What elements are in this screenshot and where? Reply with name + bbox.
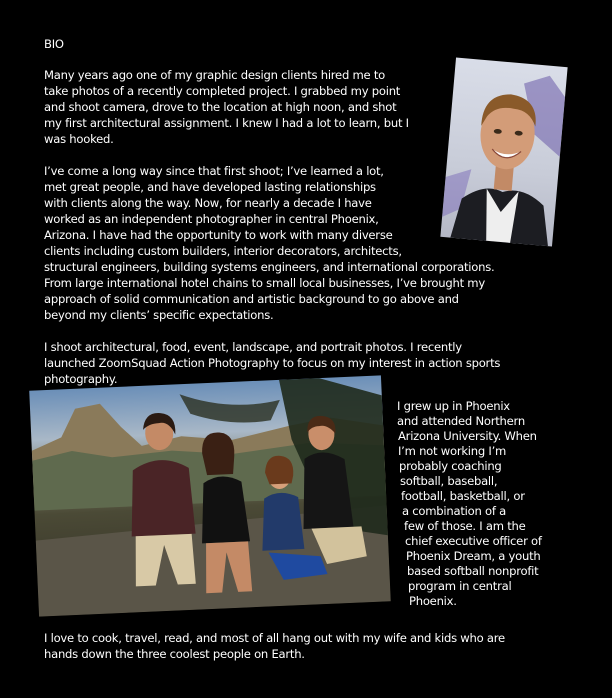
para4-line: Phoenix. <box>409 594 457 608</box>
para3-line: photography. <box>44 372 118 386</box>
para4-line: program in central <box>408 579 512 593</box>
para1-line: take photos of a recently completed project. I grabbed my point <box>44 84 401 98</box>
para4-line: based softball nonprofit <box>407 564 539 578</box>
para2-line: with clients along the way. Now, for nearly a decade I have <box>44 196 372 210</box>
para4-line: a combination of a <box>402 504 506 518</box>
para4-line: Phoenix Dream, a youth <box>406 549 541 563</box>
para4-line: football, basketball, or <box>401 489 525 503</box>
family-photo <box>29 375 391 616</box>
para5-line: I love to cook, travel, read, and most of all hang out with my wife and kids who are <box>44 631 505 645</box>
para4-line: softball, baseball, <box>400 474 498 488</box>
para2-line: From large international hotel chains to small local businesses, I’ve brought my <box>44 276 485 290</box>
para4-line: few of those. I am the <box>404 519 526 533</box>
para1-line: and shoot camera, drove to the location at high noon, and shot <box>44 100 397 114</box>
para4-line: I grew up in Phoenix <box>397 399 510 413</box>
para2-line: met great people, and have developed lasting relationships <box>44 180 376 194</box>
para1-line: was hooked. <box>44 132 114 146</box>
para1-line: Many years ago one of my graphic design clients hired me to <box>44 68 385 82</box>
para4-line: chief executive officer of <box>405 534 542 548</box>
para2-line: approach of solid communication and artistic background to go above and <box>44 292 459 306</box>
para3-line: I shoot architectural, food, event, landscape, and portrait photos. I recently <box>44 340 462 354</box>
para4-line: I’m not working I’m <box>398 444 507 458</box>
family-illustration <box>29 375 391 616</box>
portrait-photo <box>440 57 567 246</box>
para2-line: Arizona. I have had the opportunity to work with many diverse <box>44 228 393 242</box>
para4-line: Arizona University. When <box>398 429 537 443</box>
para2-line: structural engineers, building systems engineers, and international corporations. <box>44 260 495 274</box>
portrait-illustration <box>440 57 567 246</box>
para1-line: my first architectural assignment. I knew I had a lot to learn, but I <box>44 116 409 130</box>
para2-line: worked as an independent photographer in central Phoenix, <box>44 212 379 226</box>
bio-heading: BIO <box>44 37 64 51</box>
para2-line: I’ve come a long way since that first shoot; I’ve learned a lot, <box>44 164 384 178</box>
para5-line: hands down the three coolest people on Earth. <box>44 647 305 661</box>
para4-line: and attended Northern <box>397 414 525 428</box>
para2-line: beyond my clients’ specific expectations. <box>44 308 274 322</box>
para3-line: launched ZoomSquad Action Photography to focus on my interest in action sports <box>44 356 501 370</box>
para2-line: clients including custom builders, interior decorators, architects, <box>44 244 402 258</box>
para4-line: probably coaching <box>399 459 502 473</box>
